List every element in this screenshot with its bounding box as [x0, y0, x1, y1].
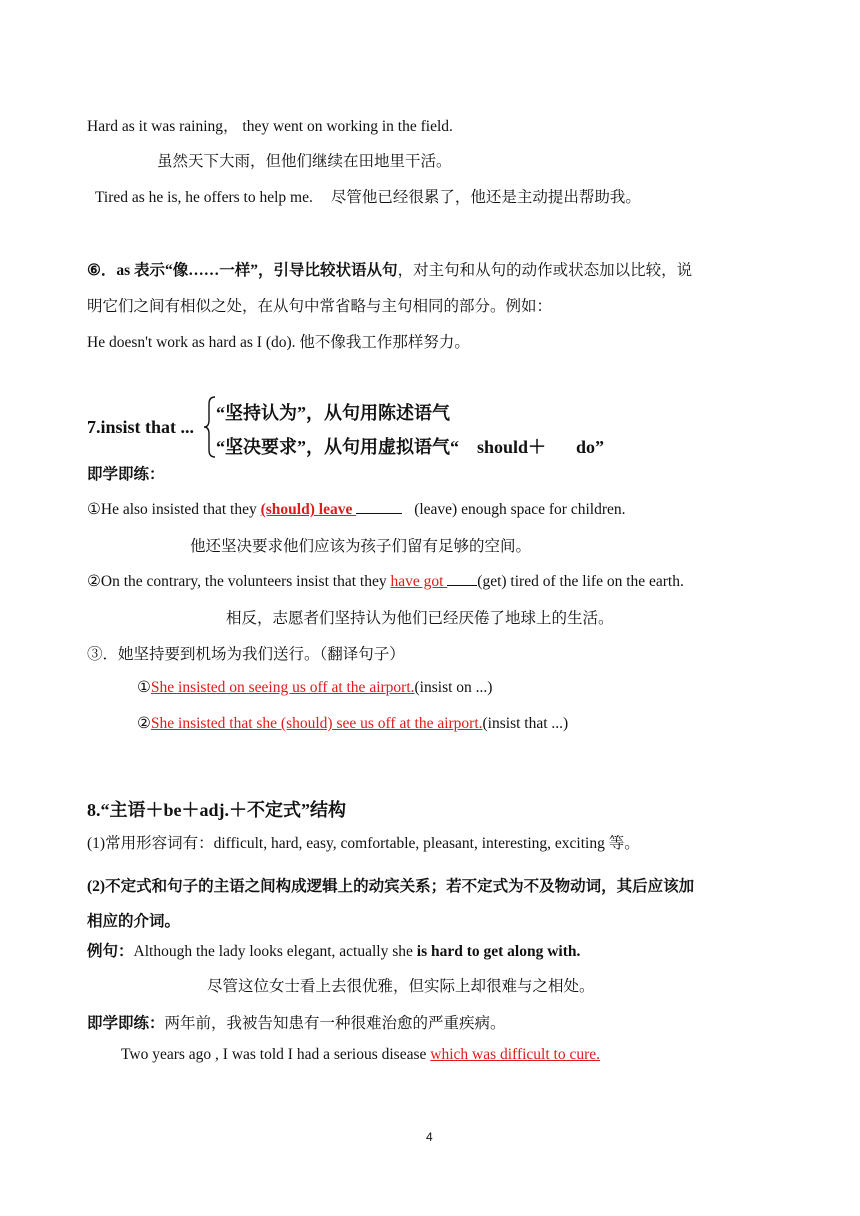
insist-meaning-1: “坚持认为”，从句用陈述语气 — [216, 403, 450, 423]
question-3-answer-2-hint: (insist that ...) — [482, 715, 569, 732]
section-7-practice-label: 即学即练： — [87, 466, 165, 483]
example-hard-as-translation: 虽然天下大雨，但他们继续在田地里干活。 — [157, 153, 452, 170]
section-8-point-2-line-1: (2)不定式和句子的主语之间构成逻辑上的动宾关系；若不定式为不及物动词，其后应该加 — [87, 878, 695, 895]
question-3-answer-2-text: She insisted that she (should) see us off at the airport. — [150, 715, 483, 732]
section-8-point-2-line-2: 相应的介词。 — [87, 913, 181, 930]
example-hard-as: Hard as it was raining， they went on working in the field. — [87, 118, 453, 135]
section-6-line-2: 明它们之间有相似之处，在从句中常省略与主句相同的部分。例如： — [87, 298, 553, 315]
question-2-hint: (get) tired of the life on the earth. — [477, 573, 684, 590]
insist-meaning-2-text: “坚决要求”，从句用虚拟语气“ — [216, 437, 459, 457]
section-8-example-bold: is hard to get along with. — [416, 943, 581, 960]
insist-meaning-2 — [216, 433, 604, 459]
section-7-heading: 7.insist that ... — [87, 417, 195, 437]
question-1-blank — [356, 498, 402, 514]
section-6-line-1 — [87, 258, 692, 280]
example-tired-as-en: Tired as he is, he offers to help me. — [95, 189, 313, 206]
section-6-intro: ，对主句和从句的动作或状态加以比较，说 — [397, 262, 693, 279]
section-8-heading: 8.“主语＋be＋adj.＋不定式”结构 — [87, 800, 347, 820]
question-1-answer: (should) leave — [260, 501, 357, 518]
section-8-practice-en: Two years ago , I was told I had a serious disease — [121, 1046, 431, 1063]
question-2 — [87, 570, 684, 591]
section-8-example-text: Although the lady looks elegant, actually she — [133, 943, 417, 960]
section-6-example: He doesn't work as hard as I (do). 他不像我工作那样努力。 — [87, 334, 470, 351]
question-3-answer-2: ②She insisted that she (should) see us off at the airport.(insist that ...) — [137, 715, 569, 732]
question-3-answer-1-text: She insisted on seeing us off at the airport. — [150, 679, 415, 696]
insist-meaning-2-do: do” — [576, 437, 605, 457]
example-tired-as — [95, 185, 641, 207]
example-tired-as-translation: 尽管他已经很累了，他还是主动提出帮助我。 — [330, 189, 641, 206]
question-2-blank — [447, 570, 477, 586]
insist-meaning-2-should: should＋ — [477, 437, 547, 457]
section-8-example — [87, 939, 580, 961]
section-8-example-translation: 尽管这位女士看上去很优雅，但实际上却很难与之相处。 — [207, 978, 595, 995]
section-8-practice-answer: which was difficult to cure. — [430, 1046, 601, 1063]
section-8-practice-text: 两年前，我被告知患有一种很难治愈的严重疾病。 — [164, 1015, 506, 1032]
question-1-hint: (leave) enough space for children. — [414, 501, 626, 518]
question-1 — [87, 498, 626, 519]
question-2-text: ②On the contrary, the volunteers insist that they — [87, 573, 391, 590]
question-2-translation: 相反，志愿者们坚持认为他们已经厌倦了地球上的生活。 — [226, 610, 614, 627]
section-8-point-1: (1)常用形容词有：difficult, hard, easy, comfortable, pleasant, interesting, exciting 等。 — [87, 835, 640, 852]
section-6-heading: ⑥．as 表示“像……一样”，引导比较状语从句 — [87, 262, 398, 279]
question-2-answer: have got — [390, 573, 448, 590]
question-3-answer-1: ①She insisted on seeing us off at the airport.(insist on ...) — [137, 679, 493, 696]
question-3: ③．她坚持要到机场为我们送行。（翻译句子） — [87, 646, 405, 663]
section-8-practice — [87, 1011, 506, 1033]
left-brace-icon — [203, 396, 217, 458]
section-8-practice-label: 即学即练： — [87, 1015, 165, 1032]
question-1-text: ①He also insisted that they — [87, 501, 261, 518]
section-8-practice-answer-line — [121, 1046, 600, 1064]
section-8-example-label: 例句： — [87, 943, 134, 960]
page-number: 4 — [426, 1130, 433, 1144]
question-1-translation: 他还坚决要求他们应该为孩子们留有足够的空间。 — [190, 538, 532, 555]
question-3-answer-1-hint: (insist on ...) — [414, 679, 493, 696]
